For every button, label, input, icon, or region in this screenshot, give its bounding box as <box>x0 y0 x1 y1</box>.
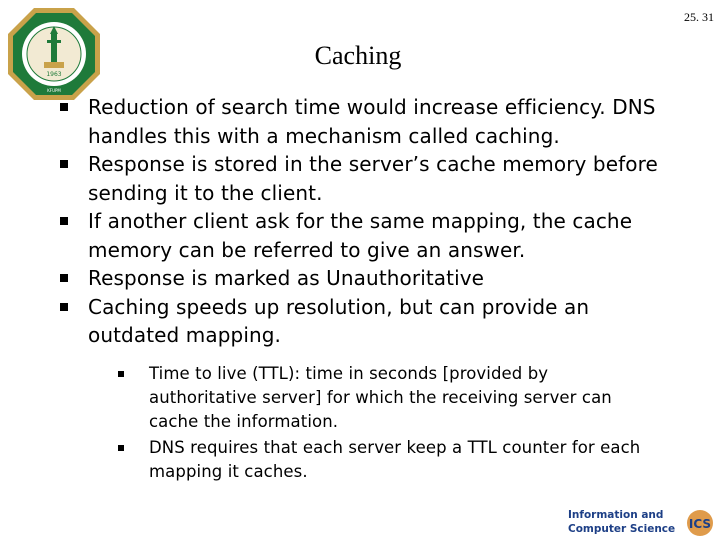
svg-text:ICS: ICS <box>688 517 712 531</box>
bullet-square-icon <box>60 160 68 168</box>
sub-bullet-item <box>118 362 658 434</box>
svg-text:1963: 1963 <box>46 71 62 78</box>
sub-bullet-square-icon <box>118 371 124 377</box>
svg-text:KFUPM: KFUPM <box>47 88 61 93</box>
bullet-text: If another client ask for the same mapping, the cache memory can be referred to give an answer. <box>88 209 633 262</box>
sub-bullet-square-icon <box>118 445 124 451</box>
slide-title: Caching <box>314 41 402 71</box>
slide-number: 25. 31 <box>684 10 714 24</box>
ics-logo <box>566 504 716 538</box>
svg-text:Information and: Information and <box>568 509 664 521</box>
bullet-item <box>60 264 680 293</box>
sub-bullet-item <box>118 436 658 484</box>
bullet-square-icon <box>60 217 68 225</box>
sub-bullet-text: DNS requires that each server keep a TTL counter for each mapping it caches. <box>149 437 641 481</box>
bullet-square-icon <box>60 303 68 311</box>
bullet-list <box>60 93 680 486</box>
bullet-text: Caching speeds up resolution, but can provide an outdated mapping. <box>88 294 590 347</box>
sub-bullet-list <box>88 362 658 484</box>
bullet-square-icon <box>60 103 68 111</box>
bullet-square-icon <box>60 274 68 282</box>
sub-bullet-text: Time to live (TTL): time in seconds [provided by authoritative server] for which the receiving server can cache the information. <box>149 363 612 431</box>
bullet-item <box>60 93 680 150</box>
bullet-text: Response is marked as Unauthoritative <box>88 266 485 290</box>
svg-text:Computer Science: Computer Science <box>568 523 676 535</box>
bullet-text: Response is stored in the server’s cache memory before sending it to the client. <box>88 152 658 205</box>
bullet-item <box>60 293 680 484</box>
bullet-item <box>60 150 680 207</box>
bullet-text: Reduction of search time would increase efficiency. DNS handles this with a mechanism called caching. <box>88 95 656 148</box>
bullet-item <box>60 207 680 264</box>
